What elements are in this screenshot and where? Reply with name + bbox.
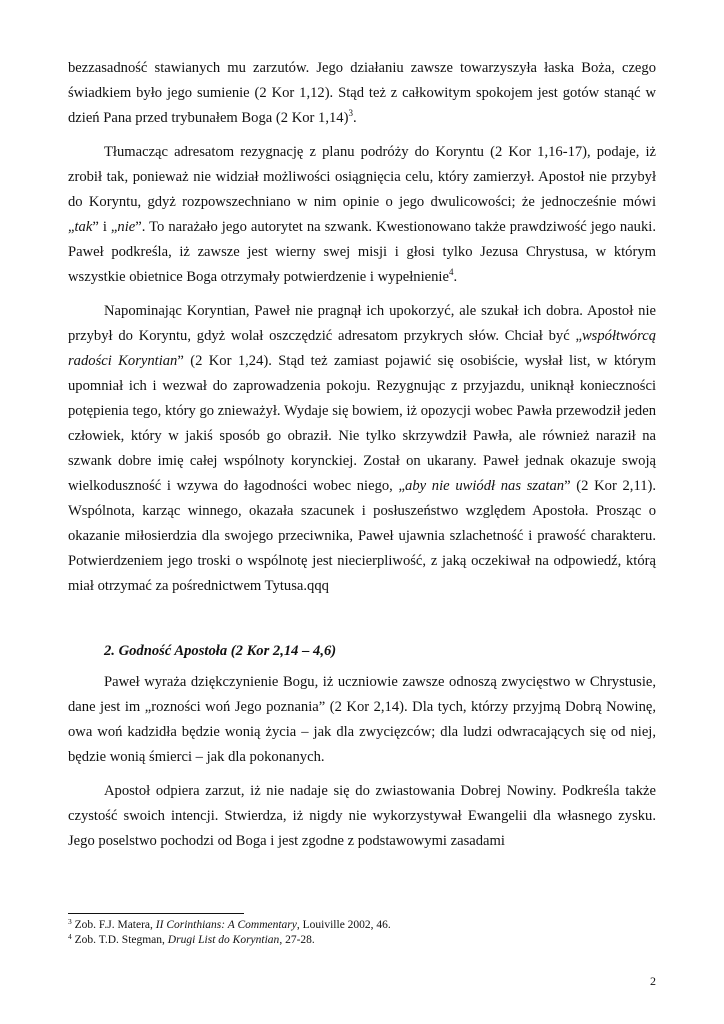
- footnote-divider: [68, 913, 244, 914]
- italic-text: aby nie uwiódł nas szatan: [405, 478, 565, 494]
- text-run: ” (2 Kor 1,24). Stąd też zamiast pojawić się osobiście, wysłał list, w którym upomniał ich i wezwał do zaprowadzenia pokoju. Rezygnując z przyjazdu, uniknął konieczności potępienia tego, który go znieważył. Wydaje się bowiem, iż opozycji wobec Pawła przewodził jeden człowiek, który w jakiś sposób go obraził. Nie tylko skrzywdził Pawła, ale również naraził na szwank dobre imię całej wspólnoty korynckiej. Został on ukarany. Paweł jednak okazuje swoją wielkoduszność i wzywa do łagodności wobec niego, „: [68, 353, 656, 494]
- text-run: bezzasadność stawianych mu zarzutów. Jego działaniu zawsze towarzyszyła łaska Boża, czego świadkiem było jego sumienie (2 Kor 1,12). Stąd też z całkowitym spokojem jest gotów stanąć w dzień Pana przed trybunałem Boga (2 Kor 1,14): [68, 60, 656, 126]
- text-run: ”. To narażało jego autorytet na szwank. Kwestionowano także prawdziwość jego nauki. Paweł podkreśla, iż zawsze jest wierny swej misji i głosi tylko Jezusa Chrystusa, w którym wszystkie obietnice Boga otrzymały potwierdzenie i wypełnienie: [68, 219, 656, 285]
- page-number: 2: [650, 974, 656, 988]
- footnote-reference: 3: [348, 108, 353, 118]
- footnote-list: [68, 918, 656, 948]
- footnote-reference: 3: [68, 917, 72, 926]
- italic-text: II Corinthians: A Commentary: [155, 919, 297, 931]
- section-heading: 2. Godność Apostoła (2 Kor 2,14 – 4,6): [104, 643, 337, 659]
- footnote-reference: 4: [68, 932, 72, 941]
- footnote: [68, 918, 656, 933]
- footnote-reference: 4: [448, 267, 454, 277]
- footnotes: [68, 913, 656, 948]
- text-run: Paweł wyraża dziękczynienie Bogu, iż uczniowie zawsze odnoszą zwycięstwo w Chrystusie, dane jest im „rozności woń Jego poznania” (2 Kor 2,14). Dla tych, którzy przyjmą Dobrą Nowinę, owa woń kadzidła będzie wonią życia – jak dla zwycięzców; dla ludzi odwracających się od niej, będzie wonią śmierci – jak dla pokonanych.: [68, 674, 656, 765]
- italic-text: współtwórcą radości Koryntian: [68, 328, 656, 369]
- paragraph: [68, 670, 656, 770]
- footnote: [68, 933, 656, 948]
- italic-text: Drugi List do Koryntian: [167, 934, 280, 946]
- text-run: .: [352, 110, 357, 126]
- text-run: Napominając Koryntian, Paweł nie pragnął ich upokorzyć, ale szukał ich dobra. Apostoł nie przybył do Koryntu, gdyż wolał oszczędzić adresatom przykrych słów. Chciał być „: [68, 303, 656, 344]
- text-run: Zob. F.J. Matera,: [71, 919, 156, 931]
- paragraph: [68, 779, 656, 854]
- text-run: .: [453, 269, 458, 285]
- text-run: Zob. T.D. Stegman,: [71, 934, 168, 946]
- text-run: Tłumacząc adresatom rezygnację z planu podróży do Koryntu (2 Kor 1,16-17), podaje, iż zrobił tak, ponieważ nie widział możliwości osiągnięcia celu, który zamierzył. Apostoł nie przybył do Koryntu, gdyż rozpowszechniano w nim opinie o jego dwulicowości; że jednocześnie mówi „: [68, 144, 656, 235]
- italic-text: tak: [74, 219, 93, 235]
- text-run: , 27-28.: [279, 934, 315, 946]
- text-run: ” (2 Kor 2,11). Wspólnota, karząc winnego, okazała szacunek i posłuszeństwo względem Apostoła. Prosząc o okazanie miłosierdzia dla swojego przeciwnika, Paweł ujawnia szlachetność i prawość charakteru. Potwierdzeniem jego troski o wspólnotę jest niecierpliwość, z jaką oczekiwał na odpowiedź, którą miał otrzymać za pośrednictwem Tytusa.qqq: [68, 478, 657, 594]
- section-paragraph-group: [68, 670, 656, 854]
- paragraph: [68, 56, 656, 131]
- paragraph: [68, 140, 656, 290]
- paragraph-group: [68, 56, 656, 599]
- text-run: ” i „: [92, 219, 118, 235]
- text-run: , Louiville 2002, 46.: [296, 919, 391, 931]
- italic-text: nie: [117, 219, 136, 235]
- page-body: [68, 56, 656, 854]
- text-run: Apostoł odpiera zarzut, iż nie nadaje się do zwiastowania Dobrej Nowiny. Podkreśla także czystość swoich intencji. Stwierdza, iż nigdy nie wykorzystywał Ewangelii dla własnego zysku. Jego poselstwo pochodzi od Boga i jest zgodne z podstawowymi zasadami: [68, 783, 656, 849]
- paragraph: [68, 299, 656, 599]
